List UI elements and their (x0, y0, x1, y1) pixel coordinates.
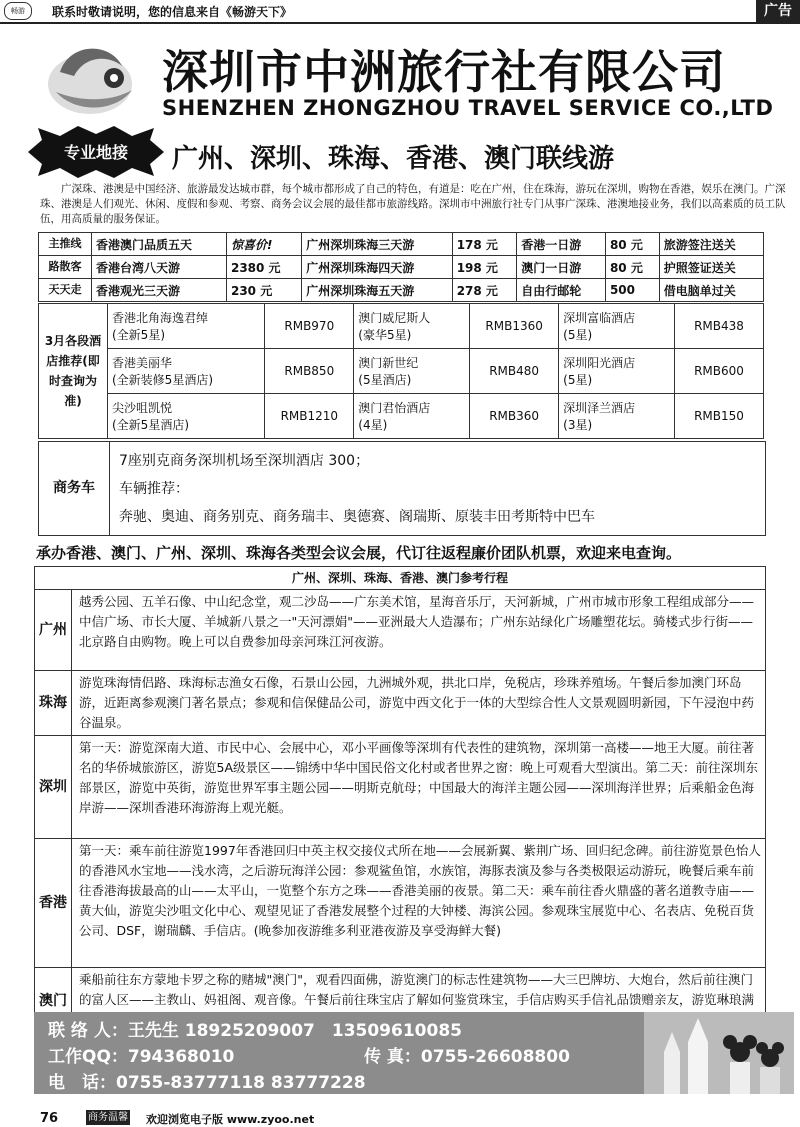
footer-tag: 商务温馨 (88, 1112, 128, 1123)
service-cell: 护照签证送关 (659, 256, 763, 279)
itinerary-text: 游览珠海情侣路、珠海标志渔女石像，石景山公园，九洲城外观，拱北口岸，免税店，珍珠养殖场。午餐后参加澳门环岛游，近距离参观澳门著名景点；参观和信保健品公司，游览中西文化于一体的大型综合性人文景观圆明新园，下午浸泡中药谷温泉。 (79, 675, 755, 730)
price-cell: 198 元 (452, 256, 517, 279)
hotel-price: RMB850 (265, 349, 354, 394)
side-label: 天天走 (39, 279, 92, 302)
contact-fax: 传 真：0755-26608800 (364, 1047, 570, 1067)
hotel-note: (5星) (563, 373, 593, 387)
hotel-price: RMB360 (470, 394, 559, 439)
contact-tel: 电 话：0755-83777118 83777228 (48, 1073, 366, 1093)
price-cell: 惊喜价! (226, 233, 301, 256)
promo-line: 承办香港、澳门、广州、深圳、珠海各类型会议会展，代订往返程廉价团队机票，欢迎来电查询。 (36, 544, 682, 562)
route-cell: 香港观光三天游 (92, 279, 227, 302)
car-label: 商务车 (39, 442, 110, 535)
route-cell: 广州深圳珠海四天游 (302, 256, 452, 279)
contact-bar (34, 1012, 794, 1094)
price-cell: 230 元 (226, 279, 301, 302)
company-name-cn: 深圳市中洲旅行社有限公司 (162, 45, 726, 99)
price-cell: 178 元 (452, 233, 517, 256)
itinerary-title: 广州、深圳、珠海、香港、澳门参考行程 (35, 567, 765, 590)
car-line-1: 7座别克商务深圳机场至深圳酒店 300； (119, 453, 370, 469)
ad-label: 广告 (756, 0, 800, 22)
route-cell: 自由行邮轮 (517, 279, 606, 302)
badge-burst (28, 126, 164, 178)
magazine-logo: 畅游 (4, 2, 32, 20)
city-label: 广州 (35, 590, 72, 670)
table-row (39, 256, 764, 279)
route-cell: 香港澳门品质五天 (92, 233, 227, 256)
hotel-cell (108, 394, 265, 439)
hotel-price: RMB150 (675, 394, 764, 439)
side-label: 路散客 (39, 256, 92, 279)
hotel-price: RMB970 (265, 304, 354, 349)
hotel-note: (4星) (358, 418, 388, 432)
top-bar (0, 0, 800, 24)
side-label: 主推线 (39, 233, 92, 256)
table-row (39, 233, 764, 256)
itinerary-row (35, 839, 765, 968)
page-number: 76 (40, 1111, 59, 1126)
price-cell: 80 元 (605, 256, 659, 279)
car-line-2: 车辆推荐： (119, 481, 189, 497)
hotel-cell (559, 349, 675, 394)
price-cell: 278 元 (452, 279, 517, 302)
hotel-cell (559, 394, 675, 439)
hotel-name: 香港美丽华 (112, 356, 173, 370)
hotel-price: RMB480 (470, 349, 559, 394)
price-cell: 500 (605, 279, 659, 302)
hotel-name: 香港北角海逸君绰 (112, 311, 209, 325)
city-label: 深圳 (35, 736, 72, 838)
itinerary-text: 第一天：游览深南大道、市民中心、会展中心，邓小平画像等深圳有代表性的建筑物，深圳第一高楼——地王大厦。前往著名的华侨城旅游区，游览5A级景区——锦绣中华中国民俗文化村或者世界之窗：晚上可观看大型演出。第二天：前往深圳东部景区，游览中英街，游览世界军事主题公园——明斯克航母；中国最大的海洋主题公园——深圳海洋世界；后乘船金色海岸游——深圳香港环海游海上观光艇。 (79, 740, 759, 815)
hotel-note: (3星) (563, 418, 593, 432)
contact-person: 联 络 人：王先生 18925209007 13509610085 (48, 1021, 462, 1041)
hotel-cell (354, 349, 470, 394)
hotels-table (38, 303, 764, 439)
route-cell: 广州深圳珠海三天游 (302, 233, 452, 256)
hotel-cell (354, 304, 470, 349)
hotel-name: 深圳泽兰酒店 (563, 401, 636, 415)
route-cell: 香港台湾八天游 (92, 256, 227, 279)
itinerary-text: 第一天：乘车前往游览1997年香港回归中英主权交接仪式所在地——会展新翼、紫荆广场、回归纪念碑。前往游览景色怡人的香港风水宝地——浅水湾，之后游玩海洋公园：参观鲨鱼馆，水族馆，海豚表演及参与各类极限运动游玩，晚餐后乘车前往香港海拔最高的山——太平山，一览整个东方之珠——香港美丽的夜景。第二天：乘车前往香火鼎盛的著名道教寺庙——黄大仙，游览尖沙咀文化中心、观望见证了香港发展整个过程的大钟楼、海滨公园。参观珠宝展览中心、名表店、免税百货公司、DSF，谢瑞麟、手信店。(晚参加夜游维多利亚港夜游及享受海鲜大餐) (79, 843, 761, 938)
route-cell: 广州深圳珠海五天游 (302, 279, 452, 302)
hotel-note: (5星) (563, 328, 593, 342)
hotel-price: RMB1210 (265, 394, 354, 439)
service-cell: 旅游签注送关 (659, 233, 763, 256)
badge-text: 专业地接 (63, 143, 128, 162)
itinerary-row (35, 590, 765, 671)
hotel-name: 深圳富临酒店 (563, 311, 636, 325)
table-row (39, 304, 764, 349)
hotel-cell (108, 304, 265, 349)
intro-paragraph: 广深珠、港澳是中国经济、旅游最发达城市群，每个城市都形成了自己的特色，有道是：吃在广州，住在珠海，游玩在深圳，购物在香港，娱乐在澳门。广深珠、港澳是人们观光、休闲、度假和参观、考察、商务会议会展的最佳都市旅游线路。深圳市中洲旅行社专门从事广深珠、港澳地接业务，我们以高素质的员工队伍，用高质量的服务保证。 (40, 183, 786, 225)
hotel-name: 尖沙咀凯悦 (112, 401, 173, 415)
route-subtitle: 广州、深圳、珠海、香港、澳门联线游 (172, 144, 615, 174)
hotel-cell (354, 394, 470, 439)
hotel-price: RMB600 (675, 349, 764, 394)
hotel-note: (全新装修5星酒店) (112, 373, 213, 387)
price-cell: 80 元 (605, 233, 659, 256)
hotel-name: 澳门君怡酒店 (358, 401, 431, 415)
city-label: 澳门 (35, 968, 72, 1034)
itinerary-row (35, 671, 765, 736)
hotel-note: (豪华5星) (358, 328, 412, 342)
itinerary-text: 乘船前往东方蒙地卡罗之称的赌城"澳门"，观看四面佛，游览澳门的标志性建筑物——大三巴牌坊、大炮台，然后前往澳门的富人区——主教山、妈祖阁、观音像。午餐后前往珠宝店了解如何鉴赏珠宝，手信店购买手信礼品馈赠亲友，游览琳琅满 (79, 972, 755, 1007)
service-cell: 借电脑单过关 (659, 279, 763, 302)
hotel-name: 澳门威尼斯人 (358, 311, 431, 325)
page-footer (0, 1108, 800, 1127)
hotel-price: RMB438 (675, 304, 764, 349)
hotel-cell (559, 304, 675, 349)
table-row (39, 394, 764, 439)
route-cell: 澳门一日游 (517, 256, 606, 279)
table-row (39, 349, 764, 394)
contact-qq: 工作QQ：794368010 (48, 1047, 235, 1067)
business-car-box (38, 441, 766, 536)
price-cell: 2380 元 (226, 256, 301, 279)
hotel-note: (5星酒店) (358, 373, 412, 387)
car-line-3: 奔驰、奥迪、商务别克、商务瑞丰、奥德赛、阁瑞斯、原装丰田考斯特中巴车 (119, 509, 595, 525)
footer-website[interactable]: 欢迎浏览电子版 www.zyoo.net (146, 1113, 315, 1126)
city-label: 香港 (35, 839, 72, 967)
routes-table (38, 232, 764, 302)
itinerary-text: 越秀公园、五羊石像、中山纪念堂，观二沙岛——广东美术馆，星海音乐厅，天河新城，广州市城市形象工程组成部分——中信广场、市长大厦、羊城新八景之一"天河漂娟"——亚洲最大人造瀑布；广州东站绿化广场雕塑花坛。骑楼式步行街——北京路自由购物。晚上可以自费参加母亲河珠江河夜游。 (79, 594, 755, 649)
hotel-name: 澳门新世纪 (358, 356, 419, 370)
hotel-name: 深圳阳光酒店 (563, 356, 636, 370)
hotel-cell (108, 349, 265, 394)
route-cell: 香港一日游 (517, 233, 606, 256)
top-note: 联系时敬请说明，您的信息来自《畅游天下》 (52, 5, 293, 19)
hotel-note: (全新5星) (112, 328, 165, 342)
table-row (39, 279, 764, 302)
company-name-en: SHENZHEN ZHONGZHOU TRAVEL SERVICE CO.,LTD (162, 96, 774, 120)
city-label: 珠海 (35, 671, 72, 735)
hotel-price: RMB1360 (470, 304, 559, 349)
castle-mascot-image-icon (644, 1012, 794, 1094)
itinerary-row (35, 736, 765, 839)
hotels-side-label: 3月各段酒店推荐(即时查询为准) (39, 304, 108, 439)
mascot-logo-icon (40, 32, 148, 120)
itinerary-table (34, 566, 766, 1035)
hotel-note: (全新5星酒店) (112, 418, 189, 432)
